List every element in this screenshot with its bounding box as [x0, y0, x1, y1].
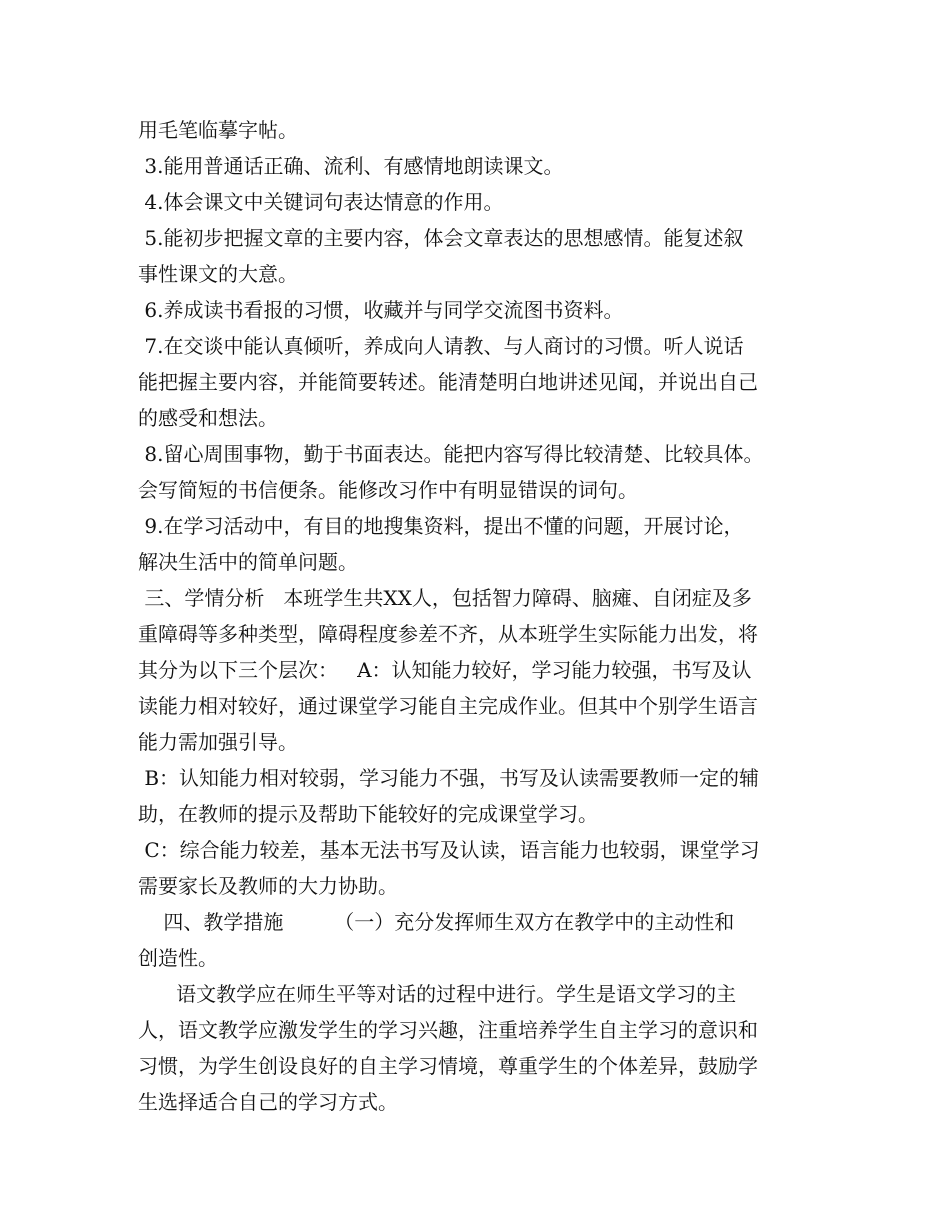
text-line-17: 读能力相对较好，通过课堂学习能自主完成作业。但其中个别学生语言 [138, 694, 758, 718]
text-line-18: 能力需加强引导。 [138, 730, 298, 754]
text-line-28: 生选择适合自己的学习方式。 [138, 1090, 398, 1114]
text-line-12: 9.在学习活动中，有目的地搜集资料，提出不懂的问题，开展讨论， [138, 514, 744, 538]
text-line-2: 3.能用普通话正确、流利、有感情地朗读课文。 [138, 154, 564, 178]
text-line-25: 语文教学应在师生平等对话的过程中进行。学生是语文学习的主 [138, 982, 737, 1006]
text-line-6: 6.养成读书看报的习惯，收藏并与同学交流图书资料。 [138, 298, 624, 322]
text-line-1: 用毛笔临摹字帖。 [138, 118, 298, 142]
text-line-20: 助，在教师的提示及帮助下能较好的完成课堂学习。 [138, 802, 598, 826]
text-line-10: 8.留心周围事物，勤于书面表达。能把内容写得比较清楚、比较具体。 [138, 442, 764, 466]
text-line-27: 习惯，为学生创设良好的自主学习情境，尊重学生的个体差异，鼓励学 [138, 1054, 758, 1078]
text-line-4: 5.能初步把握文章的主要内容，体会文章表达的思想感情。能复述叙 [138, 226, 744, 250]
text-line-24: 创造性。 [138, 946, 218, 970]
text-line-3: 4.体会课文中关键词句表达情意的作用。 [138, 190, 504, 214]
text-line-8: 能把握主要内容，并能简要转述。能清楚明白地讲述见闻，并说出自己 [138, 370, 758, 394]
text-line-22: 需要家长及教师的大力协助。 [138, 874, 398, 898]
text-line-5: 事性课文的大意。 [138, 262, 298, 286]
text-line-19: B：认知能力相对较弱，学习能力不强，书写及认读需要教师一定的辅 [138, 766, 760, 790]
text-line-13: 解决生活中的简单问题。 [138, 550, 358, 574]
text-line-7: 7.在交谈中能认真倾听，养成向人请教、与人商讨的习惯。听人说话 [138, 334, 744, 358]
text-line-14: 三、学情分析 本班学生共XX人，包括智力障碍、脑瘫、自闭症及多 [138, 586, 752, 610]
text-line-15: 重障碍等多种类型，障碍程度参差不齐，从本班学生实际能力出发，将 [138, 622, 758, 646]
text-line-21: C：综合能力较差，基本无法书写及认读，语言能力也较弱，课堂学习 [138, 838, 760, 862]
text-line-11: 会写简短的书信便条。能修改习作中有明显错误的词句。 [138, 478, 638, 502]
text-line-23: 四、教学措施 （一）充分发挥师生双方在教学中的主动性和 [138, 910, 735, 934]
text-line-9: 的感受和想法。 [138, 406, 278, 430]
text-line-16: 其分为以下三个层次： A：认知能力较好，学习能力较强，书写及认 [138, 658, 752, 682]
text-line-26: 人，语文教学应激发学生的学习兴趣，注重培养学生自主学习的意识和 [138, 1018, 758, 1042]
